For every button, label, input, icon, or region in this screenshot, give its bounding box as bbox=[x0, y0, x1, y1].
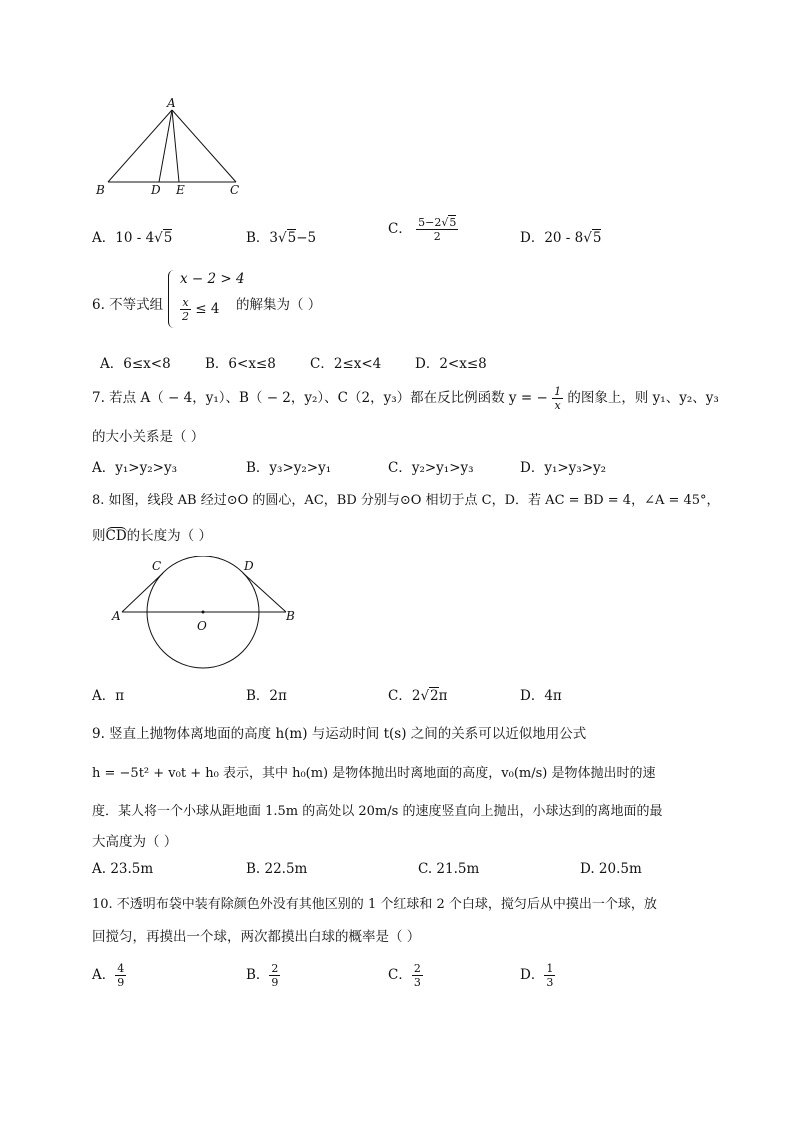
label-B: B bbox=[96, 183, 105, 197]
label-A: A bbox=[167, 96, 176, 110]
label-C: C bbox=[230, 183, 240, 197]
q7-option-a[interactable]: A．y₁>y₂>y₃ bbox=[92, 460, 177, 476]
q5-option-b[interactable]: B．3√5−5 bbox=[246, 230, 317, 246]
q5-option-d[interactable]: D．20 - 8√5 bbox=[520, 230, 602, 246]
triangle-figure bbox=[90, 90, 260, 200]
q9-option-c[interactable]: C. 21.5m bbox=[418, 861, 480, 877]
q6-inequality-1: x − 2 > 4 bbox=[180, 271, 245, 287]
q9-line1: 9. 竖直上抛物体离地面的高度 h(m) 与运动时间 t(s) 之间的关系可以近似地用公式 bbox=[92, 726, 587, 742]
q9-option-a[interactable]: A. 23.5m bbox=[92, 861, 154, 877]
label-B: B bbox=[286, 609, 295, 623]
q8-line2: 则CD的长度为（ ） bbox=[92, 528, 212, 544]
q7-option-c[interactable]: C．y₂>y₁>y₃ bbox=[388, 460, 474, 476]
label-D: D bbox=[244, 559, 254, 573]
q10-option-b[interactable]: B． $\frac{2}{9}$ bbox=[246, 962, 279, 989]
q10-line2: 回搅匀，再摸出一个球，两次都摸出白球的概率是（ ） bbox=[92, 929, 421, 945]
q8-option-c[interactable]: C．2√2π bbox=[388, 688, 448, 704]
label-O: O bbox=[197, 619, 207, 633]
q7-line2: 的大小关系是（ ） bbox=[92, 429, 205, 445]
q9-line3: 度．某人将一个小球从距地面 1.5m 的高处以 20m/s 的速度竖直向上抛出，小球达到的离地面的最 bbox=[92, 804, 663, 819]
q9-option-b[interactable]: B. 22.5m bbox=[246, 861, 308, 877]
brace-icon bbox=[168, 270, 177, 328]
q9-line2: h = −5t² + v₀t + h₀ 表示，其中 h₀(m) 是物体抛出时离地面的高度，v₀(m/s) 是物体抛出时的速 bbox=[92, 766, 656, 781]
q8-option-d[interactable]: D．4π bbox=[520, 688, 562, 704]
q9-option-d[interactable]: D. 20.5m bbox=[580, 861, 642, 877]
q7-option-d[interactable]: D．y₁>y₃>y₂ bbox=[520, 460, 607, 476]
q5-option-a[interactable]: A．10 - 4√5 bbox=[92, 230, 173, 246]
q8-option-b[interactable]: B．2π bbox=[246, 688, 287, 704]
q6-option-a[interactable]: A．6≤x<8 bbox=[100, 356, 171, 372]
label-A: A bbox=[112, 609, 121, 623]
sqrt-symbol: √ bbox=[154, 230, 163, 246]
label-E: E bbox=[176, 183, 185, 197]
q6-option-b[interactable]: B．6<x≤8 bbox=[205, 356, 276, 372]
label-C: C bbox=[152, 559, 162, 573]
label-D: D bbox=[151, 183, 161, 197]
q10-line1: 10. 不透明布袋中装有除颜色外没有其他区别的 1 个红球和 2 个白球，搅匀后从中摸出一个球，放 bbox=[92, 897, 657, 912]
q7-stem: 7. 若点 A（ − 4，y₁）、B（ − 2，y₂）、C（2，y₃）都在反比例函数 y = − $\frac{1}{x}$ 的图象上，则 y₁、y₂、y₃ bbox=[92, 385, 719, 412]
q10-option-a[interactable]: A． $\frac{4}{9}$ bbox=[92, 962, 125, 989]
q6-stem-pre: 6. 不等式组 bbox=[92, 297, 164, 313]
q7-option-b[interactable]: B．y₃>y₂>y₁ bbox=[246, 460, 332, 476]
q6-stem-post: 的解集为（ ） bbox=[236, 297, 322, 313]
q5-c-fraction: $\frac{5-2√5}{2}$ bbox=[418, 216, 457, 243]
q10-option-c[interactable]: C． $\frac{2}{3}$ bbox=[388, 962, 421, 989]
arc-cd: CD bbox=[105, 528, 127, 544]
q8-option-a[interactable]: A．π bbox=[92, 688, 125, 704]
circle-tangent-figure bbox=[108, 556, 308, 672]
q10-option-d[interactable]: D． $\frac{1}{3}$ bbox=[520, 962, 554, 989]
q8-line1: 8. 如图，线段 AB 经过⊙O 的圆心，AC，BD 分别与⊙O 相切于点 C，D．若 AC = BD = 4，∠A = 45°， bbox=[92, 493, 720, 508]
q9-line4: 大高度为（ ） bbox=[92, 834, 178, 850]
q5-option-c[interactable]: C． $\frac{5-2√5}{2}$ bbox=[388, 216, 457, 243]
q6-option-d[interactable]: D．2<x≤8 bbox=[415, 356, 487, 372]
q6-option-c[interactable]: C．2≤x<4 bbox=[310, 356, 382, 372]
q6-inequality-2: $\frac{x}{2}$ ≤ 4 bbox=[182, 296, 220, 323]
